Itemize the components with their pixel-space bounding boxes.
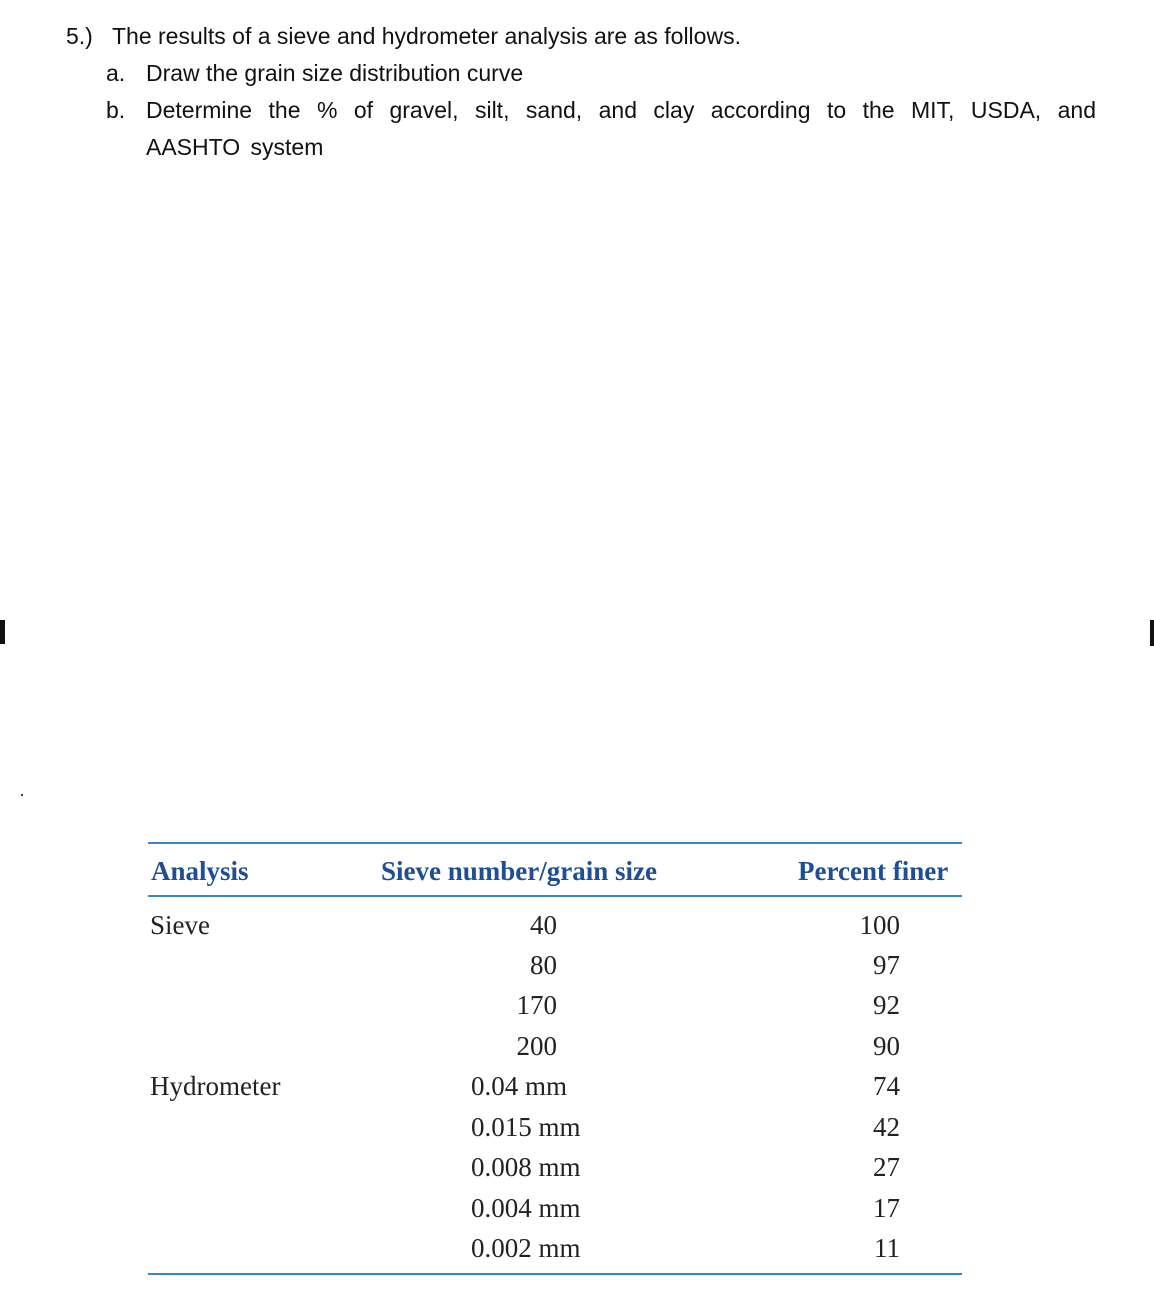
analysis-cell: Hydrometer (150, 1071, 281, 1101)
table-row (148, 1112, 962, 1152)
size-cell: 80 (530, 950, 557, 980)
percent-cell: 42 (873, 1112, 900, 1142)
size-cell: 170 (516, 990, 557, 1020)
table-row (148, 990, 962, 1030)
scan-speck (21, 794, 23, 796)
percent-cell: 92 (873, 990, 900, 1020)
size-cell: 0.04 mm (471, 1071, 568, 1101)
header-analysis: Analysis (151, 856, 249, 886)
question-line (66, 18, 1096, 55)
size-cell: 200 (516, 1031, 557, 1061)
table-header-rule (148, 895, 962, 897)
size-cell: 0.002 mm (471, 1233, 581, 1263)
part-b-letter: b. (106, 97, 126, 123)
table-row (148, 1233, 962, 1273)
percent-cell: 11 (874, 1233, 900, 1263)
percent-cell: 27 (873, 1152, 900, 1182)
question-block (66, 18, 1096, 166)
question-number: 5.) (66, 23, 93, 49)
table-top-rule (148, 842, 962, 844)
analysis-cell: Sieve (150, 910, 210, 940)
percent-cell: 100 (859, 910, 900, 940)
part-b-text (146, 92, 1096, 166)
table-row (148, 1071, 962, 1111)
part-b-line-1: Determine the % of gravel, silt, sand, and clay according to the MIT, USDA, and (146, 97, 1096, 123)
part-a (106, 55, 1096, 92)
table-row (148, 950, 962, 990)
part-a-text: Draw the grain size distribution curve (146, 60, 524, 86)
part-b (106, 92, 1096, 166)
size-cell: 40 (530, 910, 557, 940)
table-bottom-rule (148, 1273, 962, 1275)
percent-cell: 74 (873, 1071, 900, 1101)
right-edge-mark (1150, 620, 1154, 646)
table-row (148, 1152, 962, 1192)
percent-cell: 90 (873, 1031, 900, 1061)
table-row (148, 1193, 962, 1233)
header-sieve-size: Sieve number/grain size (381, 856, 657, 886)
part-a-letter: a. (106, 60, 126, 86)
sieve-hydrometer-table (148, 838, 962, 1278)
size-cell: 0.015 mm (471, 1112, 581, 1142)
percent-cell: 17 (873, 1193, 900, 1223)
size-cell: 0.004 mm (471, 1193, 581, 1223)
table-row (148, 910, 962, 950)
header-percent-finer: Percent finer (798, 856, 949, 886)
left-edge-mark (0, 620, 5, 644)
part-b-line-2: AASHTO system (146, 134, 324, 160)
percent-cell: 97 (873, 950, 900, 980)
size-cell: 0.008 mm (471, 1152, 581, 1182)
table-row (148, 1031, 962, 1071)
question-text: The results of a sieve and hydrometer analysis are as follows. (112, 23, 741, 49)
